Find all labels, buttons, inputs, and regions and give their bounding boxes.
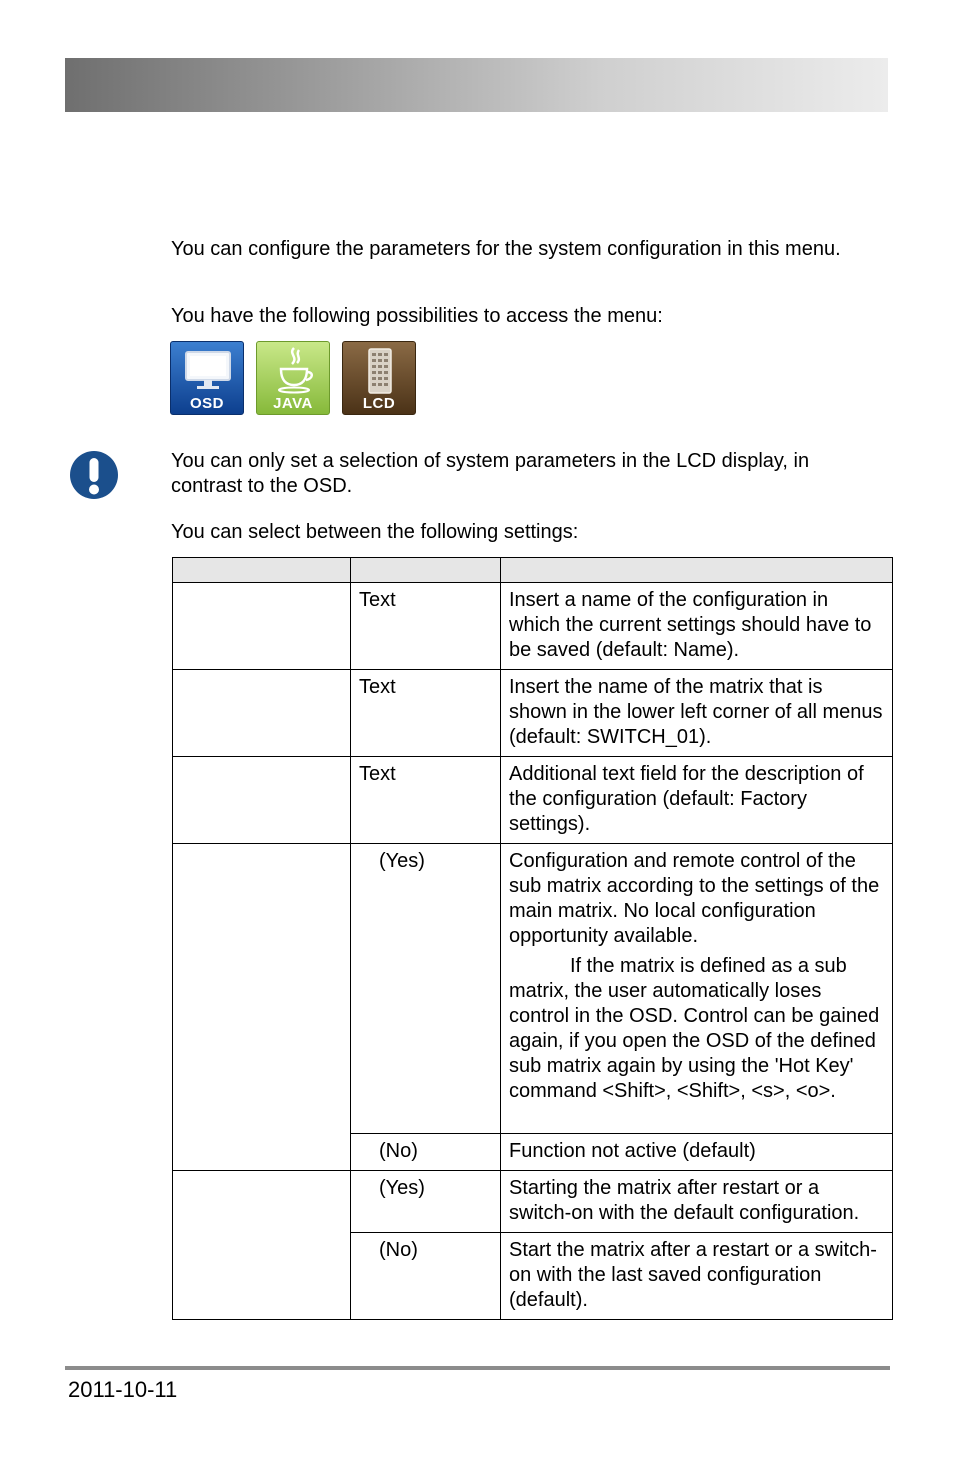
footer-date: 2011-10-11 bbox=[68, 1377, 178, 1402]
table-header-row bbox=[173, 558, 893, 583]
description-cell: Additional text field for the description of the configuration (default: Factory settings). bbox=[501, 757, 893, 844]
select-text: You can select between the following settings: bbox=[171, 521, 579, 543]
settings-table bbox=[172, 557, 893, 1320]
table-row bbox=[173, 757, 893, 844]
exclamation-icon bbox=[69, 449, 119, 501]
table-row bbox=[173, 583, 893, 670]
osd-icon bbox=[170, 341, 244, 415]
java-cup-icon bbox=[257, 342, 330, 398]
header-cell bbox=[173, 558, 351, 583]
description-cell: Insert a name of the configuration in which the current settings should have to be saved (default: Name). bbox=[501, 583, 893, 670]
value-cell: Text bbox=[351, 757, 501, 844]
lcd-icon bbox=[342, 341, 416, 415]
lcd-display-icon bbox=[343, 342, 416, 398]
parameter-cell bbox=[173, 844, 351, 1171]
table-row bbox=[173, 1171, 893, 1233]
parameter-cell bbox=[173, 583, 351, 670]
description-cell: Function not active (default) bbox=[501, 1134, 893, 1171]
value-cell: (No) bbox=[351, 1134, 501, 1171]
description-cell: Starting the matrix after restart or a switch-on with the default configuration. bbox=[501, 1171, 893, 1233]
warning-text: If the matrix is defined as a sub matrix, the user automatically loses control in the OSD. Control can be gained again, if you open the OSD of the defined sub matrix again by using the 'Hot Key' command <Shift>, <Shift>, <s>, <o>. bbox=[509, 955, 880, 1102]
value-cell: (No) bbox=[351, 1233, 501, 1320]
lcd-label: LCD bbox=[362, 395, 396, 412]
monitor-icon bbox=[171, 342, 244, 398]
note-text: You can only set a selection of system parameters in the LCD display, in contrast to the OSD. bbox=[171, 450, 810, 497]
value-cell: Text bbox=[351, 583, 501, 670]
java-icon bbox=[256, 341, 330, 415]
value-cell: (Yes) bbox=[351, 844, 501, 1134]
parameter-cell bbox=[173, 670, 351, 757]
description-cell bbox=[501, 844, 893, 1134]
java-label: JAVA bbox=[273, 395, 313, 412]
description-text: Configuration and remote control of the sub matrix according to the settings of the main matrix. No local configuration opportunity available. bbox=[509, 850, 880, 947]
header-cell bbox=[351, 558, 501, 583]
footer-rule bbox=[65, 1366, 890, 1370]
access-text: You have the following possibilities to access the menu: bbox=[171, 305, 663, 327]
value-cell: Text bbox=[351, 670, 501, 757]
description-cell: Start the matrix after a restart or a switch-on with the last saved configuration (default). bbox=[501, 1233, 893, 1320]
parameter-cell bbox=[173, 757, 351, 844]
osd-label: OSD bbox=[189, 395, 224, 412]
value-cell: (Yes) bbox=[351, 1171, 501, 1233]
table-row bbox=[173, 670, 893, 757]
header-bar bbox=[65, 58, 888, 112]
header-cell bbox=[501, 558, 893, 583]
parameter-cell bbox=[173, 1171, 351, 1320]
intro-text: You can configure the parameters for the system configuration in this menu. bbox=[171, 238, 841, 260]
table-row bbox=[173, 844, 893, 1134]
description-cell: Insert the name of the matrix that is shown in the lower left corner of all menus (default: SWITCH_01). bbox=[501, 670, 893, 757]
